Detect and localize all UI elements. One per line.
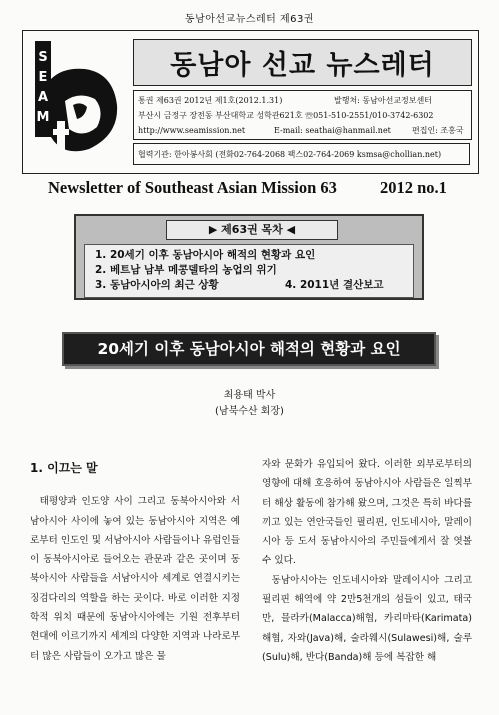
address: 부산시 금정구 장전동 부산대학교 성학관621호 ☏051-510-2551/010-3742-6302 (138, 111, 434, 120)
logo-letter-a: A (37, 90, 49, 105)
author-name: 최용태 박사 (223, 390, 276, 401)
english-title: Newsletter of Southeast Asian Mission 63 (48, 178, 337, 197)
author-affiliation: (남북수산 회장) (215, 406, 284, 417)
website-link[interactable]: http://www.seamission.net (138, 126, 246, 135)
masthead (22, 30, 479, 174)
toc-items (84, 244, 414, 298)
issue-line: 통권 제63권 2012년 제1호(2012.1.31) (138, 96, 283, 105)
body-paragraph-2: 자와 문화가 유입되어 왔다. 이러한 외부로부터의 영향에 대해 호응하여 동남아시아 사람들은 일찍부터 해상 활동에 참가해 왔으며, 그것은 특히 바다를 끼고 있는 연안국들인 필리핀, 인도네시아, 말레이시아 등 도서 동남아시아의 주민들에게서 잘 엿볼 수 있다. (262, 459, 472, 567)
toc-item-2[interactable]: 2. 베트남 남부 메콩델타의 농업의 위기 (95, 264, 277, 276)
article-column-left (30, 455, 240, 666)
running-header: 동남아선교뉴스레터 제63권 (184, 14, 315, 25)
email-link[interactable]: E-mail: seathai@hanmail.net (274, 126, 391, 135)
publication-info (133, 90, 472, 140)
author-block (0, 388, 499, 420)
logo-letter-e: E (38, 70, 48, 85)
toc-header: ▶ 제63권 목차 ◀ (166, 220, 338, 240)
seam-logo (29, 39, 125, 165)
table-of-contents (74, 214, 424, 300)
publisher: 발행처: 동남아선교정보센터 (334, 96, 432, 105)
partner-info: 협력기관: 한아봉사회 (전화02-764-2068 팩스02-764-2069 ksmsa@chollian.net) (133, 143, 470, 165)
toc-item-3[interactable]: 3. 동남아시아의 최근 상황 (95, 279, 219, 291)
article-title: 20세기 이후 동남아시아 해적의 현황과 요인 (62, 332, 436, 366)
body-paragraph-1: 태평양과 인도양 사이 그리고 동북아시아와 서남아시아 사이에 놓여 있는 동남아시아 지역은 예로부터 인도인 및 서남아시아 사람들이나 유럽인들이 동북아시아로 들어오는 관문과 같은 곳이며 동북아시아 사람들을 서남아시아 세계로 연결시키는 징검다리의 역할을 하는 곳이다. 바로 이러한 지정학적 위치 때문에 동남아시아에는 기원 전후부터 현대에 이르기까지 세계의 다양한 지역과 나라로부터 많은 사람들이 오가고 많은 물 (30, 496, 240, 662)
english-issue: 2012 no.1 (380, 178, 447, 197)
logo-letter-s: S (38, 50, 48, 65)
toc-item-1[interactable]: 1. 20세기 이후 동남아시아 해적의 현황과 요인 (95, 249, 316, 261)
article-column-right (262, 455, 472, 667)
english-title-line (48, 178, 458, 198)
body-paragraph-3: 동남아시아는 인도네시아와 말레이시아 그리고 필리핀 해역에 약 2만5천개의 섬들이 있고, 태국만, 믈라카(Malacca)해협, 카리마타(Karimata)해협, 자와(Java)해, 술라웨시(Sulawesi)해, 술루(Sulu)해, 반다(Banda)해 등에 복잡한 해 (262, 574, 472, 663)
toc-item-4[interactable]: 4. 2011년 결산보고 (285, 279, 384, 291)
newsletter-title: 동남아 선교 뉴스레터 (133, 39, 472, 86)
section-heading: 1. 이끄는 말 (30, 461, 98, 475)
logo-letter-m: M (36, 110, 50, 125)
editor: 편집인: 조홍국 (412, 126, 464, 135)
